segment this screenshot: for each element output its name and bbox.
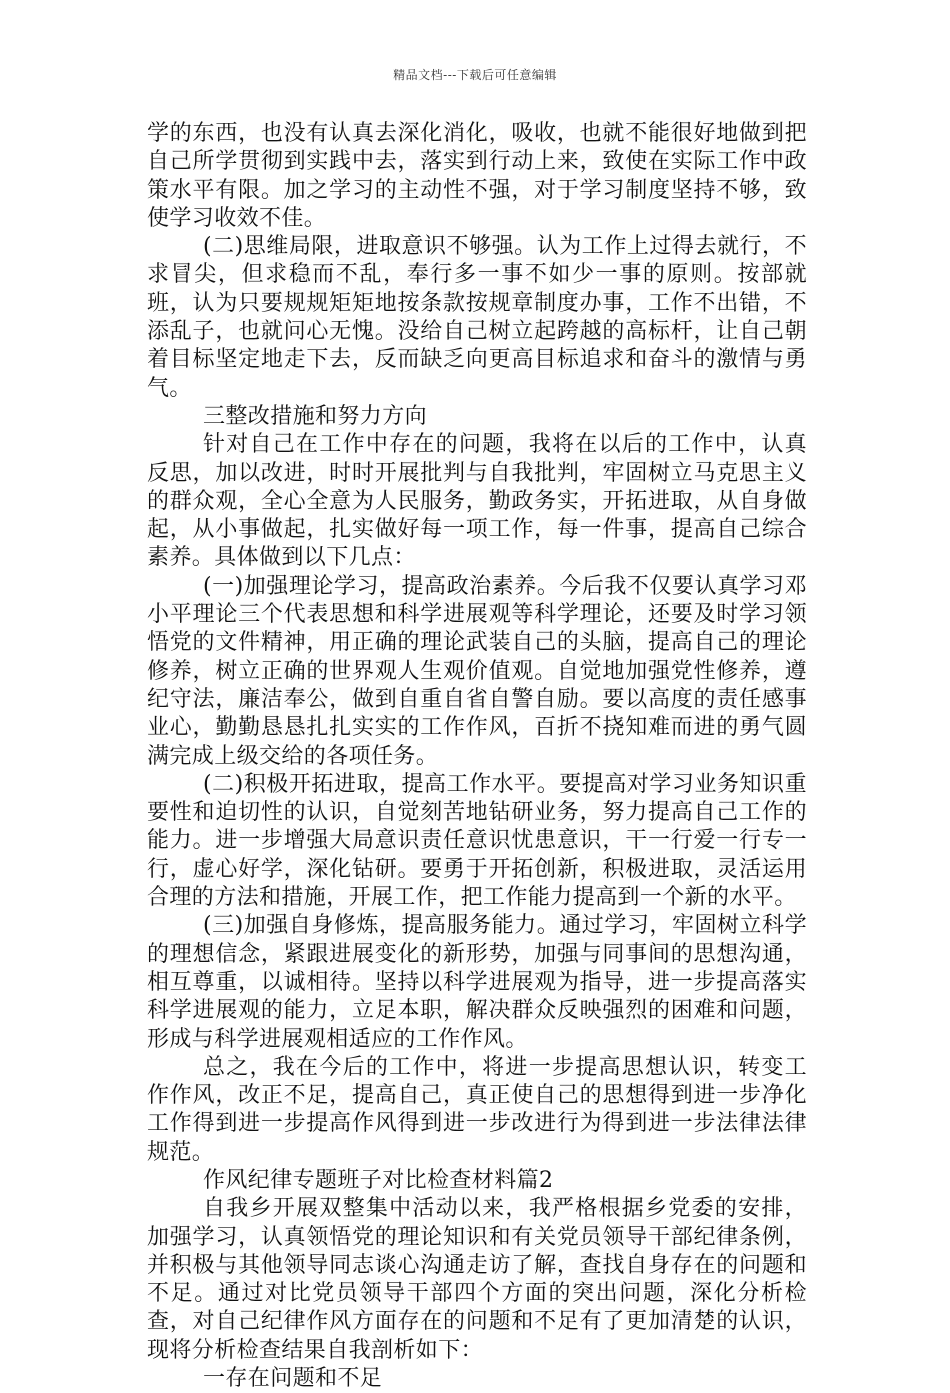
section-heading-part2: 作风纪律专题班子对比检查材料篇2 (203, 1167, 554, 1193)
section-heading-problems: 一存在问题和不足 (203, 1366, 383, 1392)
paragraph-rectification-intro: 针对自己在工作中存在的问题，我将在以后的工作中，认真反思，加以改进，时时开展批判与自我批判，牢固树立马克思主义的群众观，全心全意为人民服务，勤政务实，开拓进取，从自身做起，从小事做起，扎实做好每一项工作，每一件事，提高自己综合素养。具体做到以下几点： (147, 432, 807, 571)
paragraph-conclusion: 总之，我在今后的工作中，将进一步提高思想认识，转变工作作风，改正不足，提高自己，真正使自己的思想得到进一步净化工作得到进一步提高作风得到进一步改进行为得到进一步法律法律规范。 (147, 1054, 807, 1165)
section-heading-rectification: 三整改措施和努力方向 (203, 403, 428, 429)
paragraph-work-level: (二)积极开拓进取，提高工作水平。要提高对学习业务知识重要性和迫切性的认识，自觉刻苦地钻研业务，努力提高自己工作的能力。进一步增强大局意识责任意识忧患意识，干一行爱一行专一行，虚心好学，深化钻研。要勇于开拓创新，积极进取，灵活运用合理的方法和措施，开展工作，把工作能力提高到一个新的水平。 (147, 771, 807, 911)
paragraph-thinking-limits: (二)思维局限，进取意识不够强。认为工作上过得去就行，不求冒尖，但求稳而不乱，奉行多一事不如少一事的原则。按部就班，认为只要规规矩矩地按条款按规章制度办事，工作不出错，不添乱子，也就问心无愧。没给自己树立起跨越的高标杆，让自己朝着目标坚定地走下去，反而缺乏向更高目标追求和奋斗的激情与勇气。 (147, 234, 807, 401)
paragraph-self-cultivation: (三)加强自身修炼，提高服务能力。通过学习，牢固树立科学的理想信念，紧跟进展变化的新形势，加强与同事间的思想沟通，相互尊重，以诚相待。坚持以科学进展观为指导，进一步提高落实科学进展观的能力，立足本职，解决群众反映强烈的困难和问题，形成与科学进展观相适应的工作作风。 (147, 913, 807, 1052)
paragraph-theory-study: (一)加强理论学习，提高政治素养。今后我不仅要认真学习邓小平理论三个代表思想和科学进展观等科学理论，还要及时学习领悟党的文件精神，用正确的理论武装自己的头脑，提高自己的理论修养，树立正确的世界观人生观价值观。自觉地加强党性修养，遵纪守法，廉洁奉公，做到自重自省自警自励。要以高度的责任感事业心，勤勤恳恳扎扎实实的工作作风，百折不挠知难而进的勇气圆满完成上级交给的各项任务。 (147, 573, 807, 769)
paragraph-part2-intro: 自我乡开展双整集中活动以来，我严格根据乡党委的安排，加强学习，认真领悟党的理论知识和有关党员领导干部纪律条例，并积极与其他领导同志谈心沟通走访了解，查找自身存在的问题和不足。通过对比党员领导干部四个方面的突出问题，深化分析检查，对自己纪律作风方面存在的问题和不足有了更加清楚的认识，现将分析检查结果自我剖析如下： (147, 1196, 807, 1363)
document-body (147, 120, 807, 1393)
page-header: 精品文档---下载后可任意编辑 (393, 68, 557, 82)
paragraph-continued: 学的东西，也没有认真去深化消化，吸收，也就不能很好地做到把自己所学贯彻到实践中去，落实到行动上来，致使在实际工作中政策水平有限。加之学习的主动性不强，对于学习制度坚持不够，致使学习收效不佳。 (147, 121, 807, 231)
